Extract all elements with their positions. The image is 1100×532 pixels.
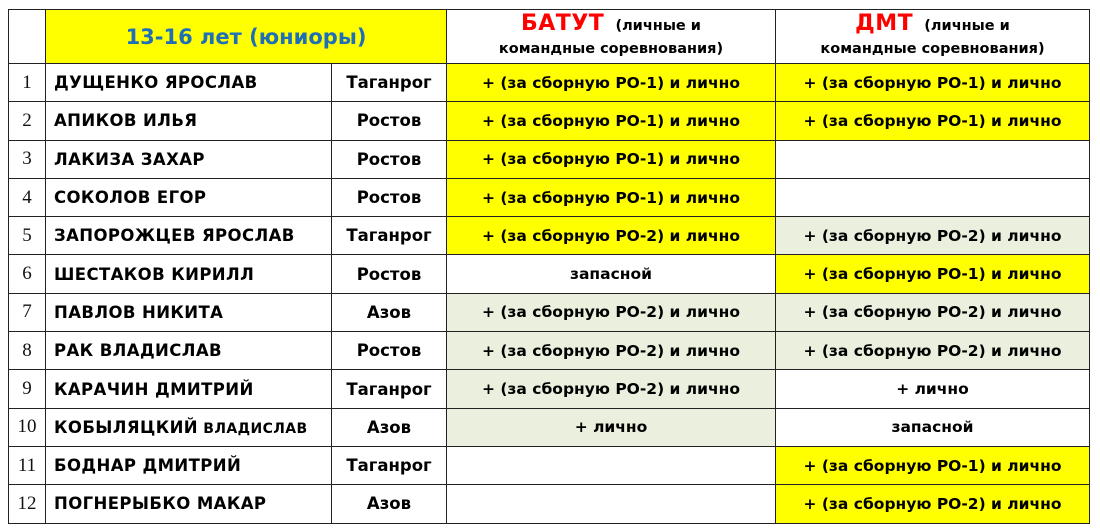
dmt-status <box>776 140 1090 178</box>
trampoline-title: БАТУТ <box>521 11 605 36</box>
trampoline-status: + (за сборную РО-1) и лично <box>447 140 776 178</box>
dmt-status: запасной <box>776 408 1090 446</box>
athlete-name-small: ВЛАДИСЛАВ <box>198 420 308 437</box>
athlete-name-cell <box>46 178 332 216</box>
dmt-status: + (за сборную РО-1) и лично <box>776 102 1090 140</box>
athlete-name-cell <box>46 408 332 446</box>
row-number: 4 <box>9 178 46 216</box>
table-row <box>9 178 1090 216</box>
row-number: 10 <box>9 408 46 446</box>
athlete-city: Таганрог <box>332 370 447 408</box>
athlete-name: КОБЫЛЯЦКИЙ <box>54 417 199 437</box>
dmt-header <box>776 10 1090 64</box>
row-number: 1 <box>9 64 46 102</box>
row-number: 3 <box>9 140 46 178</box>
athlete-city: Ростов <box>332 178 447 216</box>
table-row <box>9 217 1090 255</box>
dmt-subtitle-1: (личные и <box>924 18 1010 34</box>
athlete-name-cell <box>46 64 332 102</box>
row-number: 8 <box>9 332 46 370</box>
trampoline-status <box>447 485 776 523</box>
athlete-city: Ростов <box>332 255 447 293</box>
trampoline-status: + (за сборную РО-2) и лично <box>447 370 776 408</box>
athlete-name: ЛАКИЗА ЗАХАР <box>54 149 205 169</box>
table-row <box>9 332 1090 370</box>
table-header-row <box>9 10 1090 64</box>
dmt-title: ДМТ <box>855 11 914 36</box>
athlete-name: КАРАЧИН ДМИТРИЙ <box>54 379 254 399</box>
dmt-status: + (за сборную РО-1) и лично <box>776 255 1090 293</box>
trampoline-status: + (за сборную РО-2) и лично <box>447 217 776 255</box>
athlete-name-cell <box>46 293 332 331</box>
athlete-city: Азов <box>332 485 447 523</box>
athlete-name-cell <box>46 255 332 293</box>
athlete-city: Таганрог <box>332 446 447 484</box>
athlete-name: БОДНАР ДМИТРИЙ <box>54 456 242 476</box>
athlete-name: СОКОЛОВ ЕГОР <box>54 188 207 208</box>
table-row <box>9 408 1090 446</box>
trampoline-status: + (за сборную РО-1) и лично <box>447 64 776 102</box>
row-number: 9 <box>9 370 46 408</box>
dmt-status: + (за сборную РО-2) и лично <box>776 217 1090 255</box>
row-number: 7 <box>9 293 46 331</box>
athlete-city: Азов <box>332 408 447 446</box>
athlete-city: Азов <box>332 293 447 331</box>
athlete-name: ПОГНЕРЫБКО МАКАР <box>54 494 267 514</box>
trampoline-subtitle-2: командные соревнования) <box>498 41 724 57</box>
table-row <box>9 485 1090 523</box>
table-row <box>9 293 1090 331</box>
trampoline-status: + (за сборную РО-1) и лично <box>447 178 776 216</box>
dmt-status <box>776 178 1090 216</box>
athlete-name: АПИКОВ ИЛЬЯ <box>54 111 198 131</box>
dmt-status: + лично <box>776 370 1090 408</box>
athlete-city: Таганрог <box>332 217 447 255</box>
athlete-name-cell <box>46 370 332 408</box>
trampoline-status: + (за сборную РО-2) и лично <box>447 332 776 370</box>
table-row <box>9 255 1090 293</box>
athlete-city: Ростов <box>332 140 447 178</box>
dmt-status: + (за сборную РО-1) и лично <box>776 446 1090 484</box>
athlete-name-cell <box>46 332 332 370</box>
dmt-status: + (за сборную РО-1) и лично <box>776 64 1090 102</box>
trampoline-status <box>447 446 776 484</box>
table-row <box>9 370 1090 408</box>
athlete-name-cell <box>46 446 332 484</box>
athlete-name-cell <box>46 140 332 178</box>
athlete-name: ШЕСТАКОВ КИРИЛЛ <box>54 264 255 284</box>
trampoline-header <box>447 10 776 64</box>
table-row <box>9 140 1090 178</box>
row-number: 11 <box>9 446 46 484</box>
athlete-city: Ростов <box>332 102 447 140</box>
trampoline-status: + лично <box>447 408 776 446</box>
trampoline-subtitle-1: (личные и <box>615 18 701 34</box>
trampoline-status: + (за сборную РО-1) и лично <box>447 102 776 140</box>
table-row <box>9 64 1090 102</box>
dmt-subtitle-2: командные соревнования) <box>820 41 1045 57</box>
row-number: 5 <box>9 217 46 255</box>
athlete-name-cell <box>46 485 332 523</box>
row-number: 2 <box>9 102 46 140</box>
dmt-status: + (за сборную РО-2) и лично <box>776 293 1090 331</box>
athlete-name-cell <box>46 217 332 255</box>
athlete-city: Таганрог <box>332 64 447 102</box>
athlete-name: ДУЩЕНКО ЯРОСЛАВ <box>54 73 258 93</box>
athlete-name-cell <box>46 102 332 140</box>
junior-roster-table <box>8 9 1090 524</box>
dmt-status: + (за сборную РО-2) и лично <box>776 485 1090 523</box>
athlete-name: ПАВЛОВ НИКИТА <box>54 302 224 322</box>
row-number: 6 <box>9 255 46 293</box>
row-number: 12 <box>9 485 46 523</box>
age-group-header: 13-16 лет (юниоры) <box>46 10 447 64</box>
athlete-name: РАК ВЛАДИСЛАВ <box>54 341 223 361</box>
trampoline-status: + (за сборную РО-2) и лично <box>447 293 776 331</box>
dmt-status: + (за сборную РО-2) и лично <box>776 332 1090 370</box>
athlete-name: ЗАПОРОЖЦЕВ ЯРОСЛАВ <box>54 226 295 246</box>
trampoline-status: запасной <box>447 255 776 293</box>
header-number-cell <box>9 10 46 64</box>
table-row <box>9 446 1090 484</box>
athlete-city: Ростов <box>332 332 447 370</box>
table-row <box>9 102 1090 140</box>
